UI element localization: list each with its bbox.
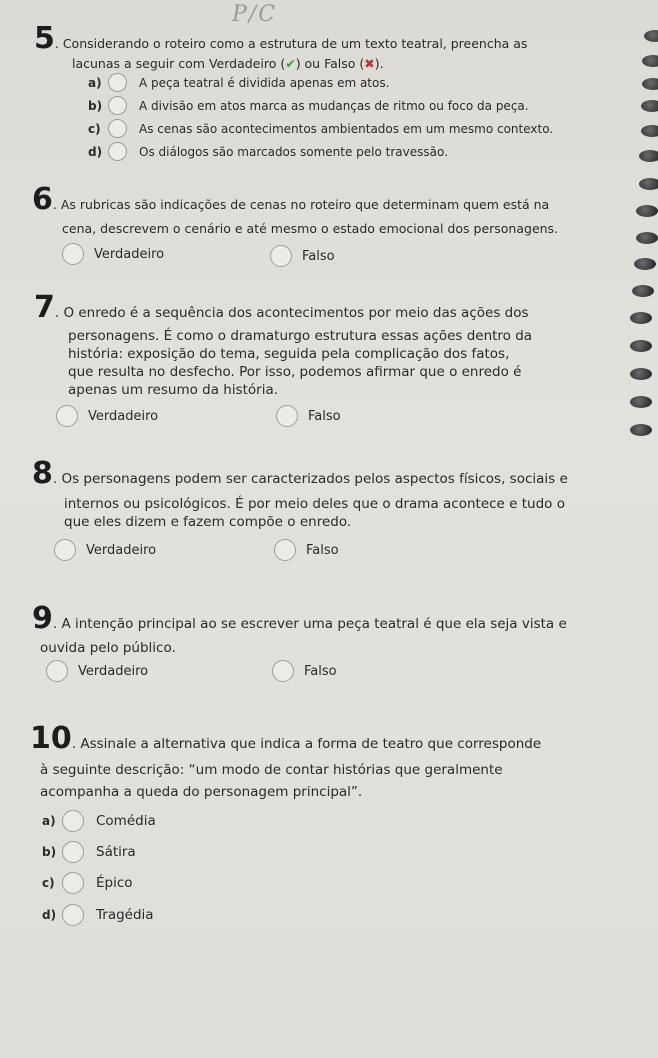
answer-circle[interactable] [272, 660, 294, 682]
q9-true-option[interactable] [46, 660, 148, 682]
question-text: . Considerando o roteiro como a estrutura de um texto teatral, preencha as [54, 36, 528, 51]
question-number: 5 [34, 21, 55, 56]
spiral-ring [641, 125, 658, 137]
question-text: . As rubricas são indicações de cenas no roteiro que determinam quem está na [52, 197, 550, 212]
answer-circle[interactable] [46, 660, 68, 682]
option-text: Os diálogos são marcados somente pelo travessão. [139, 144, 448, 159]
option-letter: d) [88, 144, 103, 159]
question-number: 6 [32, 182, 53, 217]
q7-true-option[interactable] [56, 405, 158, 427]
q7-false-option[interactable] [276, 405, 341, 427]
option-text: Falso [304, 663, 337, 679]
q10-option-c[interactable] [42, 872, 133, 894]
question-8-line3: que eles dizem e fazem compõe o enredo. [64, 514, 352, 530]
q5-option-b[interactable] [88, 96, 529, 115]
question-7-line3: história: exposição do tema, seguida pela complicação dos fatos, [68, 346, 510, 362]
spiral-ring [642, 78, 658, 90]
q5-option-c[interactable] [88, 119, 553, 138]
question-text: . O enredo é a sequência dos acontecimentos por meio das ações dos [54, 305, 529, 321]
spiral-binding [618, 0, 658, 1058]
spiral-ring [642, 55, 658, 67]
question-10-line3: acompanha a queda do personagem principal”. [40, 784, 363, 800]
question-9 [32, 601, 567, 636]
spiral-ring [634, 258, 656, 270]
question-8-line2: internos ou psicológicos. É por meio deles que o drama acontece e tudo o [64, 496, 565, 512]
spiral-ring [630, 340, 652, 352]
answer-circle[interactable] [276, 405, 298, 427]
option-letter: a) [88, 75, 102, 90]
option-text: Falso [302, 248, 335, 264]
option-text: A divisão em atos marca as mudanças de ritmo ou foco da peça. [139, 98, 529, 113]
option-text: Tragédia [96, 907, 154, 923]
question-6-line2: cena, descrevem o cenário e até mesmo o estado emocional dos personagens. [62, 221, 559, 236]
spiral-ring [630, 424, 652, 436]
option-text: Falso [306, 542, 339, 558]
answer-circle[interactable] [62, 810, 84, 832]
answer-circle[interactable] [274, 539, 296, 561]
question-5-line2 [72, 55, 384, 73]
question-7 [34, 290, 529, 325]
option-text: Verdadeiro [94, 246, 165, 262]
handwritten-note: P/C [232, 2, 278, 27]
spiral-ring [644, 30, 658, 42]
question-8 [32, 456, 568, 491]
q10-option-a[interactable] [42, 810, 156, 832]
option-text: Verdadeiro [86, 542, 157, 558]
option-letter: b) [88, 98, 103, 113]
spiral-ring [630, 312, 652, 324]
q5-option-a[interactable] [88, 73, 389, 92]
q5-option-d[interactable] [88, 142, 448, 161]
spiral-ring [641, 100, 658, 112]
option-text: Comédia [96, 813, 156, 829]
q8-false-option[interactable] [274, 539, 339, 561]
answer-circle[interactable] [62, 872, 84, 894]
option-letter: b) [42, 845, 57, 859]
question-text: . Assinale a alternativa que indica a forma de teatro que corresponde [71, 736, 542, 752]
option-text: Épico [96, 875, 133, 891]
spiral-ring [639, 150, 658, 162]
question-number: 7 [34, 290, 55, 325]
spiral-ring [630, 368, 652, 380]
question-10 [30, 721, 542, 756]
question-text: . Os personagens podem ser caracterizados pelos aspectos físicos, sociais e [52, 471, 568, 487]
answer-circle[interactable] [108, 119, 127, 138]
cross-icon: ✖ [364, 56, 375, 71]
answer-circle[interactable] [62, 904, 84, 926]
answer-circle[interactable] [108, 73, 127, 92]
q8-true-option[interactable] [54, 539, 156, 561]
option-letter: d) [42, 908, 57, 922]
option-text: As cenas são acontecimentos ambientados em um mesmo contexto. [139, 121, 554, 136]
answer-circle[interactable] [62, 243, 84, 265]
answer-circle[interactable] [54, 539, 76, 561]
question-7-line5: apenas um resumo da história. [68, 382, 279, 398]
option-text: Falso [308, 408, 341, 424]
option-letter: c) [42, 876, 55, 890]
question-text: . A intenção principal ao se escrever uma peça teatral é que ela seja vista e [52, 616, 567, 632]
answer-circle[interactable] [62, 841, 84, 863]
spiral-ring [632, 285, 654, 297]
spiral-ring [636, 232, 658, 244]
option-text: Sátira [96, 844, 136, 860]
option-text: Verdadeiro [78, 663, 149, 679]
answer-circle[interactable] [270, 245, 292, 267]
question-text: lacunas a seguir com Verdadeiro ( [72, 56, 286, 71]
q10-option-d[interactable] [42, 904, 154, 926]
spiral-ring [630, 396, 652, 408]
option-letter: a) [42, 814, 56, 828]
answer-circle[interactable] [108, 142, 127, 161]
question-7-line4: que resulta no desfecho. Por isso, podemos afirmar que o enredo é [68, 364, 522, 380]
question-number: 9 [32, 601, 53, 636]
q6-true-option[interactable] [62, 243, 164, 265]
question-10-line2: à seguinte descrição: “um modo de contar histórias que geralmente [40, 762, 503, 778]
question-number: 10 [30, 721, 72, 756]
question-number: 8 [32, 456, 53, 491]
spiral-ring [639, 178, 658, 190]
option-letter: c) [88, 121, 101, 136]
option-text: A peça teatral é dividida apenas em atos. [139, 75, 390, 90]
question-6 [32, 182, 550, 217]
question-text: ). [374, 56, 384, 71]
question-5 [34, 21, 528, 56]
option-text: Verdadeiro [88, 408, 159, 424]
q9-false-option[interactable] [272, 660, 337, 682]
spiral-ring [636, 205, 658, 217]
answer-circle[interactable] [56, 405, 78, 427]
question-7-line2: personagens. É como o dramaturgo estrutura essas ações dentro da [68, 328, 533, 344]
check-icon: ✔ [285, 56, 296, 71]
q6-false-option[interactable] [270, 245, 335, 267]
question-text: ) ou Falso ( [295, 56, 365, 71]
answer-circle[interactable] [108, 96, 127, 115]
question-9-line2: ouvida pelo público. [40, 640, 176, 656]
q10-option-b[interactable] [42, 841, 136, 863]
